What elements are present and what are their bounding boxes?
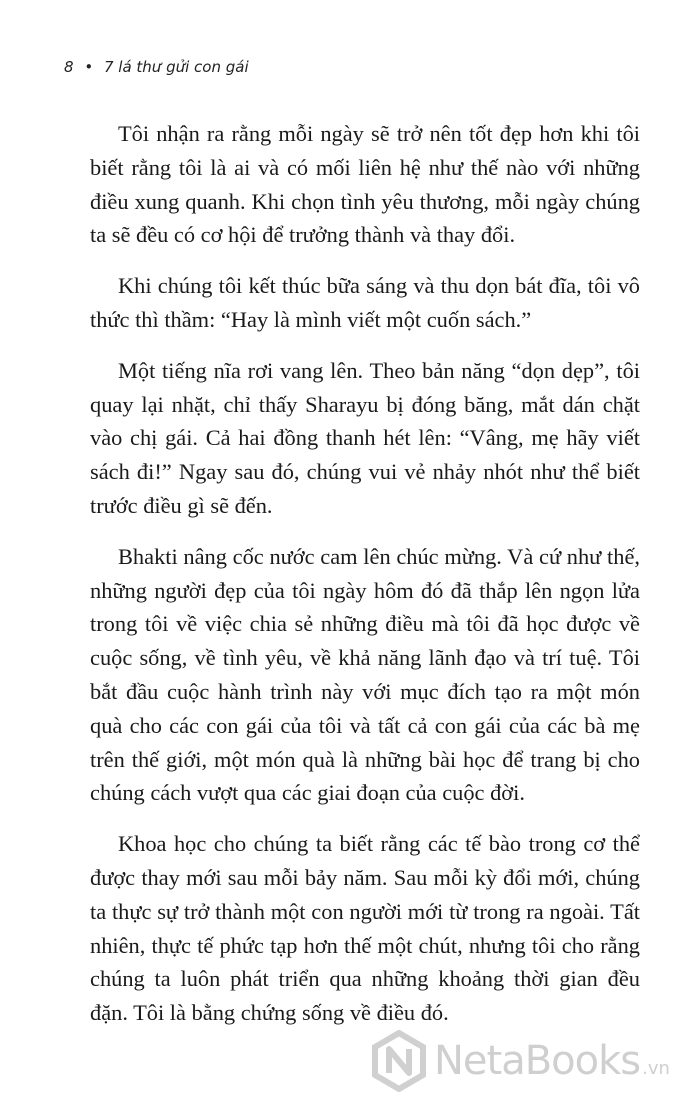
watermark [368,1030,670,1092]
paragraph: Tôi nhận ra rằng mỗi ngày sẽ trở nên tốt đẹp hơn khi tôi biết rằng tôi là ai và có mối liên hệ như thế nào với những điều xung quanh. Khi chọn tình yêu thương, mỗi ngày chúng ta sẽ đều có cơ hội để trưởng thành và thay đổi. [90,121,640,248]
running-header [64,58,249,76]
watermark-suffix: .vn [642,1057,670,1079]
paragraph: Bhakti nâng cốc nước cam lên chúc mừng. Và cứ như thế, những người đẹp của tôi ngày hôm đó đã thắp lên ngọn lửa trong tôi về việc chia sẻ những điều mà tôi đã học được về cuộc sống, về tình yêu, về khả năng lãnh đạo và trí tuệ. Tôi bắt đầu cuộc hành trình này với mục đích tạo ra một món quà cho các con gái của tôi và tất cả con gái của các bà mẹ trên thế giới, một món quà là những bài học để trang bị cho chúng cách vượt qua các giai đoạn của cuộc đời. [90,543,640,806]
page-number: 8 [64,58,74,76]
header-separator: • [84,58,94,76]
paragraph: Khi chúng tôi kết thúc bữa sáng và thu dọn bát đĩa, tôi vô thức thì thầm: “Hay là mình viết một cuốn sách.” [90,273,640,332]
paragraph: Khoa học cho chúng ta biết rằng các tế bào trong cơ thể được thay mới sau mỗi bảy năm. Sau mỗi kỳ đổi mới, chúng ta thực sự trở thành một con người mới từ trong ra ngoài. Tất nhiên, thực tế phức tạp hơn thế một chút, nhưng tôi cho rằng chúng ta luôn phát triển qua những khoảng thời gian đều đặn. Tôi là bằng chứng sống về điều đó. [90,831,640,1026]
netabooks-logo-icon [368,1030,430,1092]
page-body [90,117,640,1047]
watermark-brand: NetaBooks [434,1038,641,1084]
book-title: 7 lá thư gửi con gái [103,58,249,76]
paragraph: Một tiếng nĩa rơi vang lên. Theo bản năng “dọn dẹp”, tôi quay lại nhặt, chỉ thấy Sharayu bị đóng băng, mắt dán chặt vào chị gái. Cả hai đồng thanh hét lên: “Vâng, mẹ hãy viết sách đi!” Ngay sau đó, chúng vui vẻ nhảy nhót như thể biết trước điều gì sẽ đến. [90,357,640,518]
